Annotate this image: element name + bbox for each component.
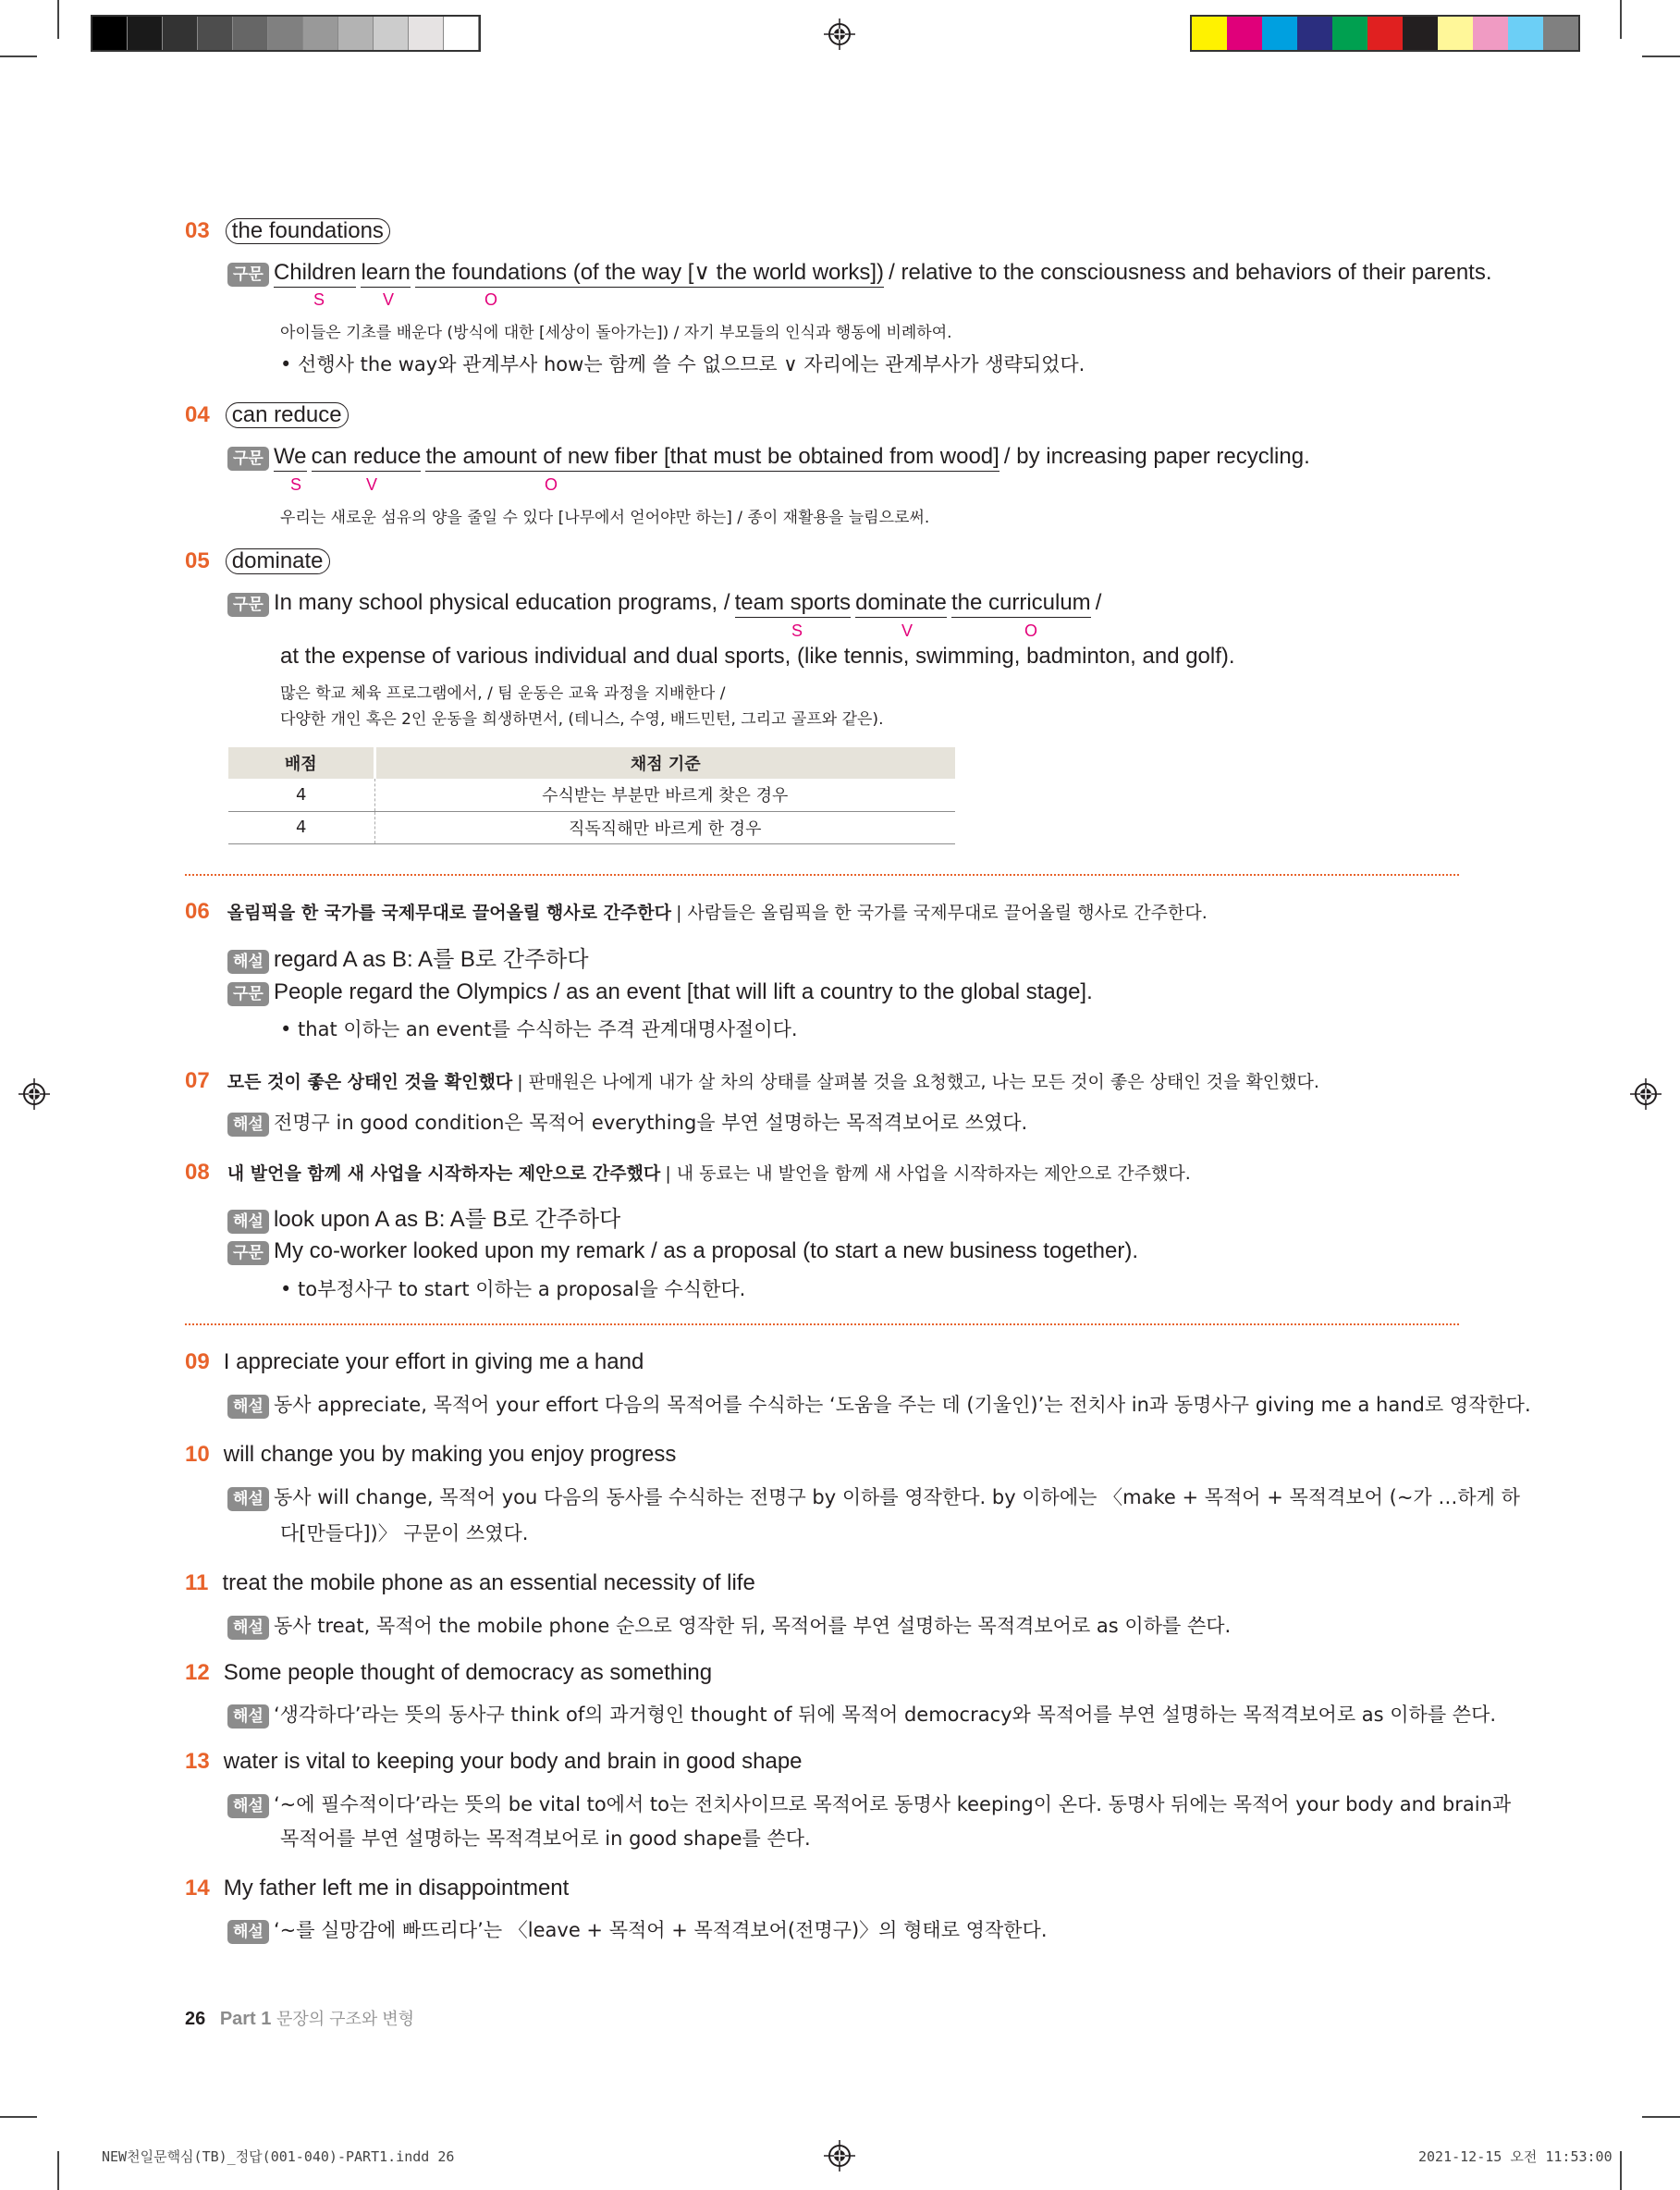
- part-title: 문장의 구조와 변형: [276, 2010, 415, 2028]
- color-swatch: [1438, 17, 1473, 50]
- item-12-header: [185, 1660, 712, 1686]
- color-swatch: [163, 17, 198, 50]
- crop-mark: [0, 2116, 37, 2118]
- scoring-table: [228, 747, 955, 844]
- item-13-explanation: [227, 1790, 1511, 1818]
- explanation-tag: 해설: [227, 1487, 269, 1511]
- sentence-rest: / relative to the consciousness and behaviors of their parents.: [889, 260, 1492, 285]
- item-number: 14: [185, 1876, 210, 1901]
- item-number: 10: [185, 1442, 210, 1467]
- explanation-text: ‘생각하다’라는 뜻의 동사구 think of의 과거형인 thought of 뒤에 목적어 democracy와 목적어를 부연 설명하는 목적격보어로 as 이하를 쓴다.: [273, 1704, 1497, 1726]
- note: • 선행사 the way와 관계부사 how는 함께 쓸 수 없으므로 ∨ 자리에는 관계부사가 생략되었다.: [280, 353, 1085, 375]
- verb-phrase: learn: [361, 260, 410, 288]
- explanation-tag: 해설: [227, 1113, 269, 1137]
- svo-label-s: S: [791, 621, 803, 640]
- item-12-explanation: [227, 1700, 1496, 1729]
- crop-mark: [1620, 2151, 1622, 2190]
- item-08-syntax: [227, 1238, 1138, 1265]
- registration-mark-icon: [824, 2140, 855, 2172]
- syntax-tag: 구문: [227, 447, 269, 471]
- table-cell: 수식받는 부분만 바르게 찾은 경우: [374, 779, 955, 811]
- color-swatch: [1332, 17, 1367, 50]
- syntax-tag: 구문: [227, 982, 269, 1006]
- svo-label-v: V: [383, 290, 395, 309]
- object-phrase: the curriculum: [951, 590, 1091, 618]
- part-label: Part 1: [219, 2009, 272, 2029]
- color-swatch: [303, 17, 338, 50]
- item-05-header: [185, 548, 330, 574]
- item-number: 04: [185, 402, 210, 427]
- item-number: 03: [185, 218, 210, 243]
- answer-text: 내 발언을 함께 새 사업을 시작하자는 제안으로 간주했다: [227, 1163, 661, 1184]
- item-number: 06: [185, 899, 210, 924]
- answer-text: 모든 것이 좋은 상태인 것을 확인했다: [227, 1072, 513, 1092]
- item-number: 08: [185, 1160, 210, 1185]
- svo-label-s: S: [313, 290, 325, 309]
- answer-text: water is vital to keeping your body and brain in good shape: [223, 1749, 803, 1774]
- explanation-text-cont: 목적어를 부연 설명하는 목적격보어로 in good shape를 쓴다.: [280, 1827, 811, 1850]
- answer-text: will change you by making you enjoy progress: [223, 1442, 677, 1467]
- item-10-explanation: [227, 1483, 1520, 1511]
- explanation-tag: 해설: [227, 1794, 269, 1818]
- translation: 많은 학교 체육 프로그램에서, / 팀 운동은 교육 과정을 지배한다 /: [280, 684, 726, 703]
- sentence-rest: /: [1095, 590, 1102, 615]
- color-swatch: [1473, 17, 1508, 50]
- color-swatch: [233, 17, 268, 50]
- registration-mark-icon: [18, 1078, 50, 1110]
- file-slug: NEW천일문핵심(TB)_정답(001-040)-PART1.indd 26: [102, 2148, 455, 2165]
- answer-text: treat the mobile phone as an essential necessity of life: [222, 1570, 755, 1595]
- item-08-explanation: [227, 1200, 620, 1234]
- crop-mark: [1620, 0, 1622, 39]
- table-header-row: [228, 747, 955, 779]
- color-swatch: [1262, 17, 1297, 50]
- item-06-explanation: [227, 941, 589, 974]
- explanation-text: 전명구 in good condition은 목적어 everything을 부연 설명하는 목적격보어로 쓰였다.: [273, 1112, 1028, 1134]
- page-footer: [185, 2006, 414, 2030]
- item-number: 12: [185, 1660, 210, 1685]
- svo-label-s: S: [290, 475, 302, 494]
- item-03-sentence: [227, 259, 1492, 287]
- item-11-explanation: [227, 1611, 1231, 1640]
- item-11-header: [185, 1570, 755, 1596]
- object-phrase: the foundations (of the way [∨ the world works]): [415, 260, 884, 288]
- explanation-text: look upon A as B: A를 B로 간주하다: [273, 1207, 621, 1232]
- explanation-text: 동사 will change, 목적어 you 다음의 동사를 수식하는 전명구 by 이하를 영작한다. by 이하에는 〈make + 목적어 + 목적격보어 (~가 …하게 하: [273, 1486, 1520, 1508]
- svo-label-v: V: [366, 475, 378, 494]
- crop-mark: [1642, 55, 1680, 57]
- translation: | 내 동료는 내 발언을 함께 새 사업을 시작하자는 제안으로 간주했다.: [665, 1163, 1191, 1184]
- color-swatch: [1297, 17, 1332, 50]
- subject-phrase: We: [274, 444, 307, 472]
- crop-mark: [1642, 2116, 1680, 2118]
- color-swatch: [444, 17, 479, 50]
- explanation-text: 동사 appreciate, 목적어 your effort 다음의 목적어를 수식하는 ‘도움을 주는 데 (기울인)’는 전치사 in과 동명사구 giving me a hand로 영작한다.: [273, 1394, 1531, 1416]
- explanation-tag: 해설: [227, 1616, 269, 1640]
- sentence-prefix: In many school physical education programs, /: [273, 590, 730, 615]
- translation: | 판매원은 나에게 내가 살 차의 상태를 살펴볼 것을 요청했고, 나는 모든 것이 좋은 상태인 것을 확인했다.: [517, 1072, 1319, 1092]
- verb-phrase: can reduce: [312, 444, 422, 472]
- color-swatch: [409, 17, 444, 50]
- table-cell: 4: [228, 779, 374, 811]
- svo-label-v: V: [901, 621, 914, 640]
- color-swatch: [1508, 17, 1543, 50]
- registration-mark-icon: [824, 18, 855, 50]
- translation: 다양한 개인 혹은 2인 운동을 희생하면서, (테니스, 수영, 배드민턴, 그리고 골프와 같은).: [280, 710, 884, 729]
- item-03-header: [185, 218, 390, 244]
- registration-mark-icon: [1630, 1078, 1662, 1110]
- item-04-sentence: [227, 444, 1310, 471]
- item-number: 11: [185, 1570, 209, 1595]
- answer-text: I appreciate your effort in giving me a hand: [223, 1349, 644, 1374]
- item-09-explanation: [227, 1390, 1531, 1419]
- table-row: [228, 811, 955, 843]
- item-number: 05: [185, 548, 210, 573]
- explanation-text-cont: 다[만들다])〉 구문이 쓰였다.: [280, 1522, 529, 1544]
- item-14-explanation: [227, 1915, 1048, 1944]
- section-divider: [185, 1323, 1459, 1325]
- object-phrase: the amount of new fiber [that must be obtained from wood]: [425, 444, 999, 472]
- explanation-tag: 해설: [227, 950, 269, 974]
- subject-phrase: Children: [274, 260, 356, 288]
- color-swatch: [198, 17, 233, 50]
- answer-text: dominate: [226, 548, 330, 574]
- color-swatch: [1192, 17, 1227, 50]
- answer-text: My father left me in disappointment: [223, 1876, 570, 1901]
- item-09-header: [185, 1349, 644, 1375]
- svo-label-o: O: [484, 290, 498, 309]
- sentence-line-2: at the expense of various individual and dual sports, (like tennis, swimming, badminton, and golf).: [280, 644, 1235, 669]
- item-07-header: [185, 1068, 1319, 1094]
- item-number: 13: [185, 1749, 210, 1774]
- item-07-explanation: [227, 1108, 1027, 1137]
- color-swatch: [1543, 17, 1578, 50]
- syntax-tag: 구문: [227, 593, 269, 617]
- color-swatch: [374, 17, 409, 50]
- color-swatch: [1227, 17, 1262, 50]
- item-14-header: [185, 1876, 569, 1901]
- color-swatch: [1403, 17, 1438, 50]
- color-swatch: [92, 17, 128, 50]
- translation: 아이들은 기초를 배운다 (방식에 대한 [세상이 돌아가는]) / 자기 부모들의 인식과 행동에 비례하여.: [280, 324, 952, 342]
- crop-mark: [57, 0, 59, 39]
- translation: 우리는 새로운 섬유의 양을 줄일 수 있다 [나무에서 얻어야만 하는] / 종이 재활용을 늘림으로써.: [280, 509, 930, 527]
- cmyk-color-bar: [1190, 15, 1580, 52]
- item-06-header: [185, 899, 1208, 925]
- item-number: 07: [185, 1068, 210, 1093]
- item-number: 09: [185, 1349, 210, 1374]
- explanation-tag: 해설: [227, 1920, 269, 1944]
- item-06-syntax: [227, 979, 1093, 1006]
- subject-phrase: team sports: [735, 590, 851, 618]
- explanation-text: ‘~를 실망감에 빠뜨리다’는 〈leave + 목적어 + 목적격보어(전명구)〉의 형태로 영작한다.: [273, 1919, 1048, 1941]
- answer-text: 올림픽을 한 국가를 국제무대로 끌어올릴 행사로 간주한다: [227, 903, 671, 923]
- table-header-cell: 채점 기준: [374, 747, 955, 779]
- explanation-tag: 해설: [227, 1210, 269, 1234]
- explanation-text: ‘~에 필수적이다’라는 뜻의 be vital to에서 to는 전치사이므로 목적어로 동명사 keeping이 온다. 동명사 뒤에는 목적어 your body and brain과: [273, 1793, 1512, 1815]
- crop-mark: [0, 55, 37, 57]
- syntax-sentence: My co-worker looked upon my remark / as a proposal (to start a new business together).: [273, 1238, 1139, 1263]
- svo-label-o: O: [1024, 621, 1038, 640]
- page-number: 26: [185, 2009, 206, 2029]
- color-swatch: [338, 17, 374, 50]
- answer-text: can reduce: [226, 402, 349, 428]
- table-cell: 직독직해만 바르게 한 경우: [374, 811, 955, 843]
- explanation-tag: 해설: [227, 1704, 269, 1729]
- explanation-tag: 해설: [227, 1395, 269, 1419]
- syntax-sentence: People regard the Olympics / as an event [that will lift a country to the global stage].: [273, 979, 1093, 1004]
- syntax-tag: 구문: [227, 263, 269, 287]
- item-04-header: [185, 402, 349, 428]
- explanation-text: regard A as B: A를 B로 간주하다: [273, 947, 589, 972]
- color-swatch: [128, 17, 163, 50]
- item-13-header: [185, 1749, 803, 1775]
- note: • to부정사구 to start 이하는 a proposal을 수식한다.: [280, 1278, 746, 1300]
- item-10-header: [185, 1442, 676, 1468]
- syntax-tag: 구문: [227, 1241, 269, 1265]
- table-row: [228, 779, 955, 811]
- sentence-rest: / by increasing paper recycling.: [1003, 444, 1310, 469]
- table-cell: 4: [228, 811, 374, 843]
- crop-mark: [57, 2151, 59, 2190]
- note: • that 이하는 an event를 수식하는 주격 관계대명사절이다.: [280, 1018, 798, 1040]
- item-08-header: [185, 1160, 1191, 1186]
- grayscale-color-bar: [91, 15, 481, 52]
- table-header-cell: 배점: [228, 747, 374, 779]
- answer-text: the foundations: [226, 218, 390, 244]
- color-swatch: [1367, 17, 1403, 50]
- answer-text: Some people thought of democracy as something: [223, 1660, 713, 1685]
- explanation-text: 동사 treat, 목적어 the mobile phone 순으로 영작한 뒤, 목적어를 부연 설명하는 목적격보어로 as 이하를 쓴다.: [273, 1615, 1232, 1637]
- color-swatch: [268, 17, 303, 50]
- timestamp-slug: 2021-12-15 오전 11:53:00: [1418, 2148, 1613, 2165]
- section-divider: [185, 874, 1459, 876]
- svo-label-o: O: [545, 475, 558, 494]
- verb-phrase: dominate: [855, 590, 947, 618]
- item-05-sentence: [227, 590, 1101, 617]
- translation: | 사람들은 올림픽을 한 국가를 국제무대로 끌어올릴 행사로 간주한다.: [676, 903, 1208, 923]
